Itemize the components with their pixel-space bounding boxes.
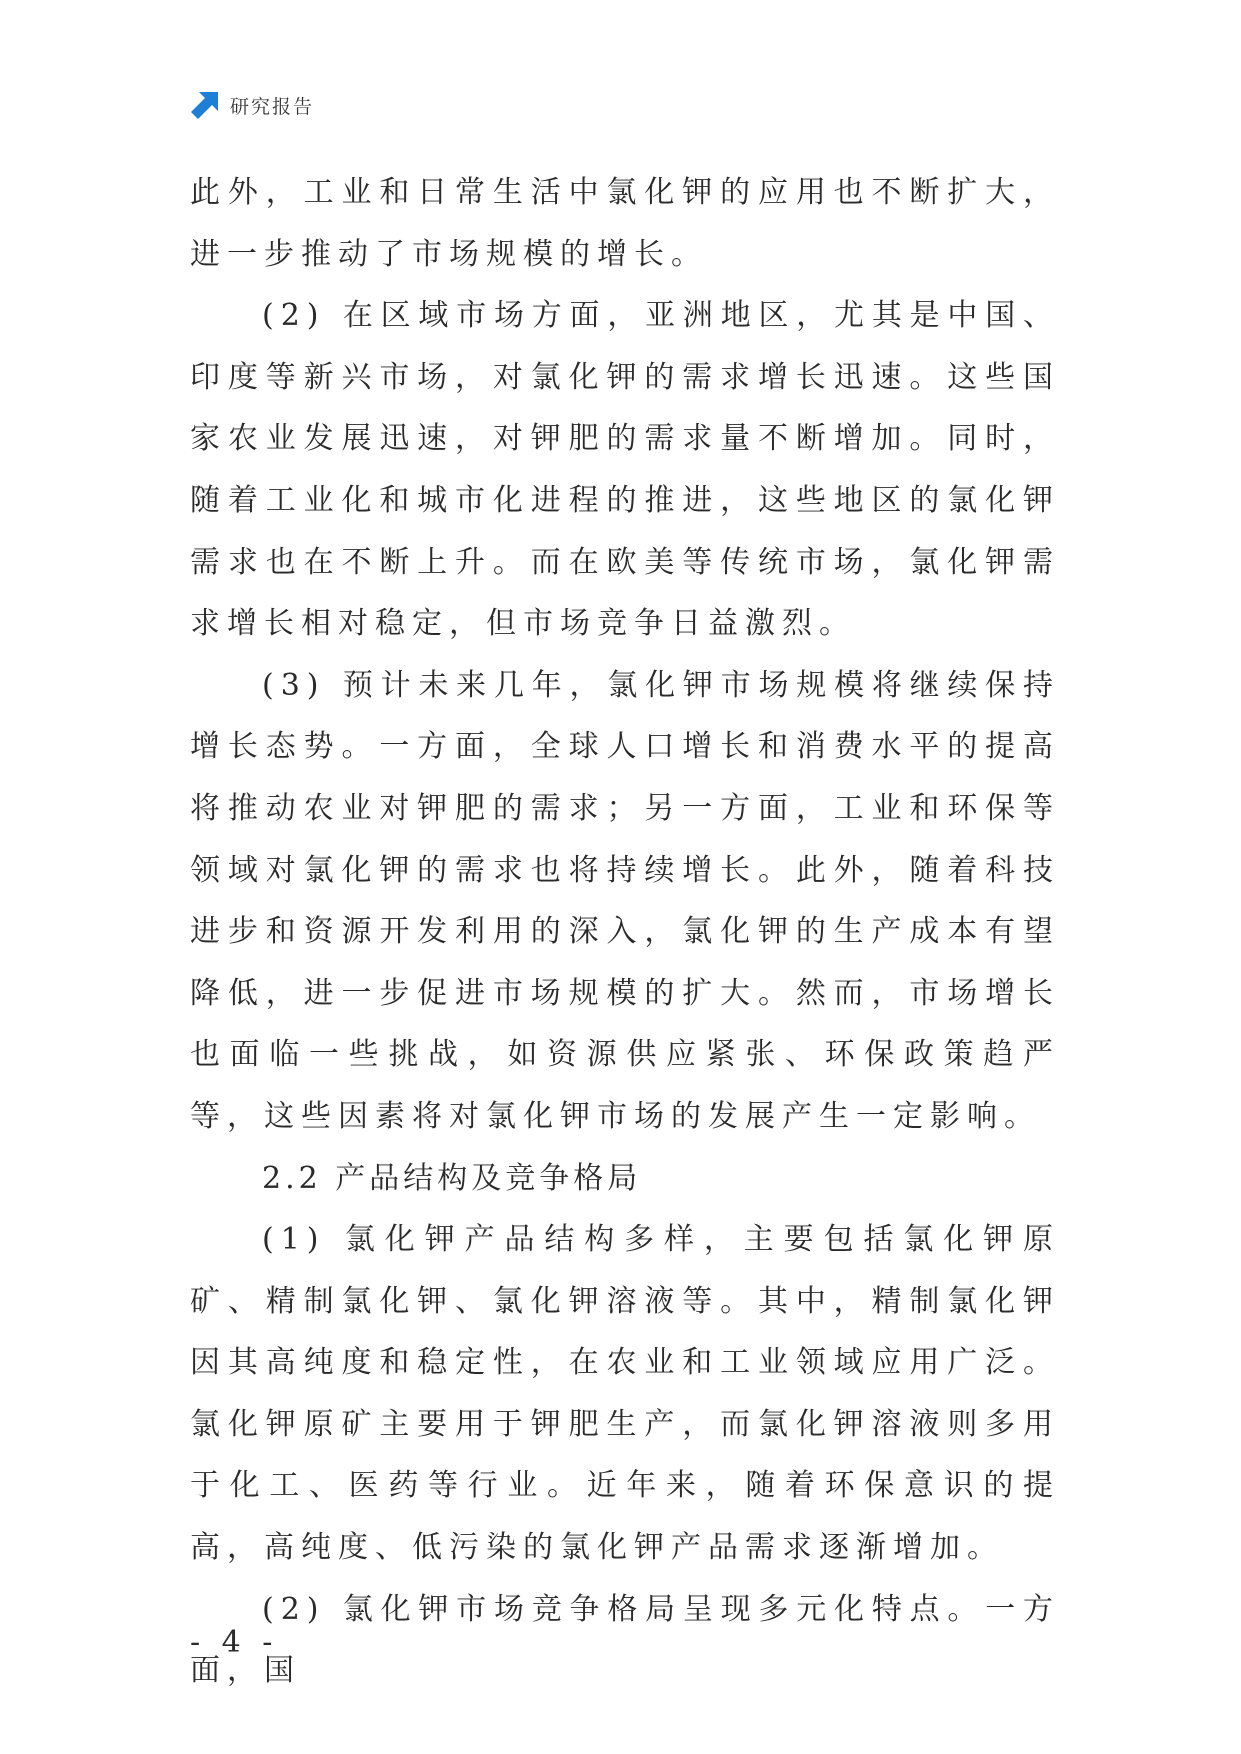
paragraph-market-forecast: (3) 预计未来几年，氯化钾市场规模将继续保持增长态势。一方面，全球人口增长和消费水平的提高将推动农业对钾肥的需求；另一方面，工业和环保等领域对氯化钾的需求也将持续增长。此外，随着科技进步和资源开发利用的深入，氯化钾的生产成本有望降低，进一步促进市场规模的扩大。然而，市场增长也面临一些挑战，如资源供应紧张、环保政策趋严等，这些因素将对氯化钾市场的发展产生一定影响。 — [190, 667, 1060, 1134]
header-title: 研究报告 — [230, 95, 315, 118]
paragraph-competition: (2) 氯化钾市场竞争格局呈现多元化特点。一方面，国 — [190, 1591, 1060, 1689]
section-heading: 2.2 产品结构及竞争格局 — [262, 1160, 642, 1196]
report-header — [190, 88, 314, 122]
page-number: - 4 - — [190, 1625, 279, 1660]
paragraph-product-structure: (1) 氯化钾产品结构多样，主要包括氯化钾原矿、精制氯化钾、氯化钾溶液等。其中，精制氯化钾因其高纯度和稳定性，在农业和工业领域应用广泛。氯化钾原矿主要用于钾肥生产，而氯化钾溶液则多用于化工、医药等行业。近年来，随着环保意识的提高，高纯度、低污染的氯化钾产品需求逐渐增加。 — [190, 1222, 1060, 1566]
paragraph-continued: 此外，工业和日常生活中氯化钾的应用也不断扩大，进一步推动了市场规模的增长。 — [190, 175, 1060, 272]
paragraph-regional-market: (2) 在区域市场方面，亚洲地区，尤其是中国、印度等新兴市场，对氯化钾的需求增长迅速。这些国家农业发展迅速，对钾肥的需求量不断增加。同时，随着工业化和城市化进程的推进，这些地区的氯化钾需求也在不断上升。而在欧美等传统市场，氯化钾需求增长相对稳定，但市场竞争日益激烈。 — [190, 298, 1060, 642]
arrow-logo-icon — [190, 90, 220, 120]
document-body — [190, 162, 1060, 1702]
